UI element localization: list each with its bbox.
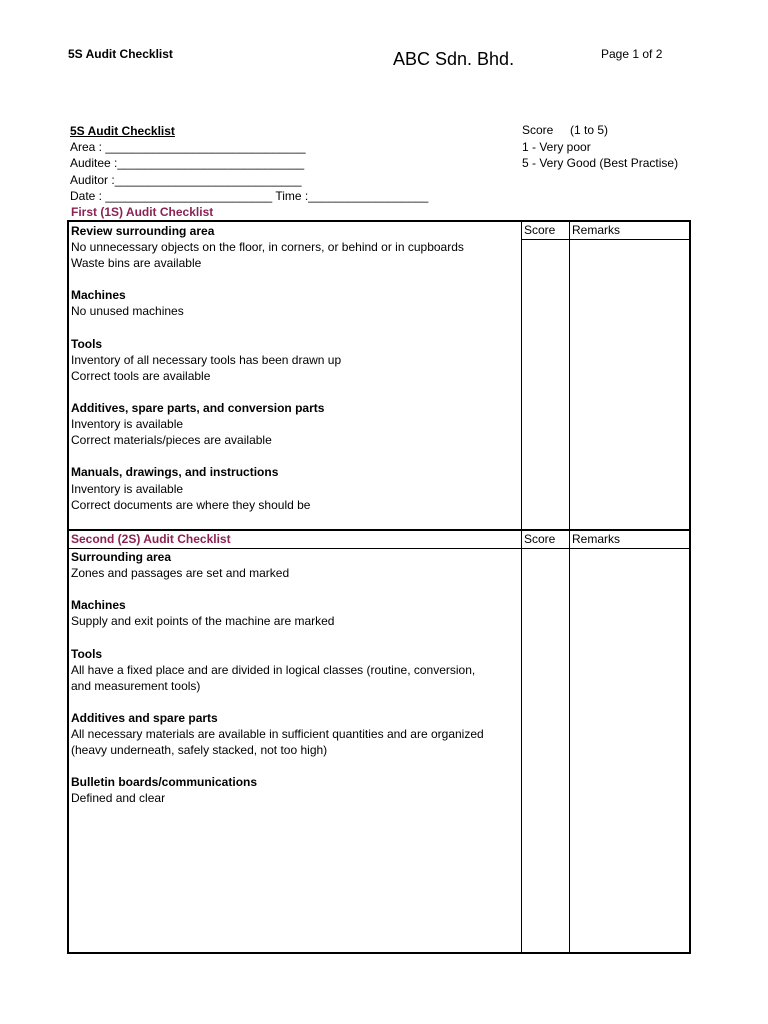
section2-content (71, 549, 484, 807)
section1-group-heading: Review surrounding area (71, 224, 215, 238)
section2-score-header: Score (524, 532, 556, 546)
section2-table (67, 529, 691, 954)
company-name: ABC Sdn. Bhd. (393, 49, 515, 69)
document-header-title: 5S Audit Checklist (68, 47, 173, 61)
section1-content (71, 223, 464, 513)
audit-info-block (70, 123, 428, 204)
section1-group-heading: Additives, spare parts, and conversion parts (71, 401, 325, 416)
section1-score-header: Score (524, 223, 556, 237)
audit-info-title: 5S Audit Checklist (70, 124, 175, 138)
checklist-item: Correct materials/pieces are available (71, 433, 272, 448)
checklist-item: Inventory is available (71, 481, 184, 496)
checklist-item: Supply and exit points of the machine are marked (71, 614, 335, 629)
date-time-field: Date : _________________________ Time :__________________ (70, 188, 429, 203)
checklist-item: All have a fixed place and are divided in logical classes (routine, conversion, (71, 662, 476, 677)
section1-group-heading: Manuals, drawings, and instructions (71, 465, 279, 480)
section2-group-heading: Machines (71, 598, 126, 613)
section2-title: Second (2S) Audit Checklist (71, 532, 231, 546)
checklist-item: No unnecessary objects on the floor, in corners, or behind or in cupboards (71, 240, 464, 255)
section2-group-heading: Tools (71, 646, 103, 661)
area-field: Area : ______________________________ (70, 140, 306, 155)
section2-group-heading: Additives and spare parts (71, 710, 218, 725)
score-key-low: 1 - Very poor (522, 139, 591, 154)
section1-group-heading: Tools (71, 336, 103, 351)
section2-remarks-header: Remarks (572, 532, 621, 546)
section2-group-heading: Surrounding area (71, 550, 172, 564)
checklist-item: Waste bins are available (71, 256, 202, 271)
checklist-item: Inventory is available (71, 417, 184, 432)
score-key (522, 122, 678, 172)
section1-group-heading: Machines (71, 288, 126, 303)
auditor-field: Auditor :____________________________ (70, 172, 302, 187)
checklist-item: Inventory of all necessary tools has been drawn up (71, 352, 342, 367)
checklist-item: Defined and clear (71, 791, 166, 806)
section1-table (67, 220, 691, 531)
page-number: Page 1 of 2 (601, 47, 663, 61)
score-key-high: 5 - Very Good (Best Practise) (522, 156, 679, 170)
checklist-item: and measurement tools) (71, 678, 201, 693)
section1-remarks-header: Remarks (572, 223, 621, 237)
checklist-item: No unused machines (71, 304, 184, 319)
checklist-item: (heavy underneath, safely stacked, not too high) (71, 743, 328, 758)
checklist-item: All necessary materials are available in sufficient quantities and are organized (71, 727, 484, 742)
auditee-field: Auditee :____________________________ (70, 156, 305, 171)
section1-title: First (1S) Audit Checklist (71, 205, 214, 219)
score-key-range: Score (1 to 5) (522, 123, 609, 137)
checklist-item: Correct tools are available (71, 368, 211, 383)
section2-group-heading: Bulletin boards/communications (71, 775, 258, 790)
checklist-item: Zones and passages are set and marked (71, 566, 290, 581)
checklist-item: Correct documents are where they should be (71, 497, 311, 512)
